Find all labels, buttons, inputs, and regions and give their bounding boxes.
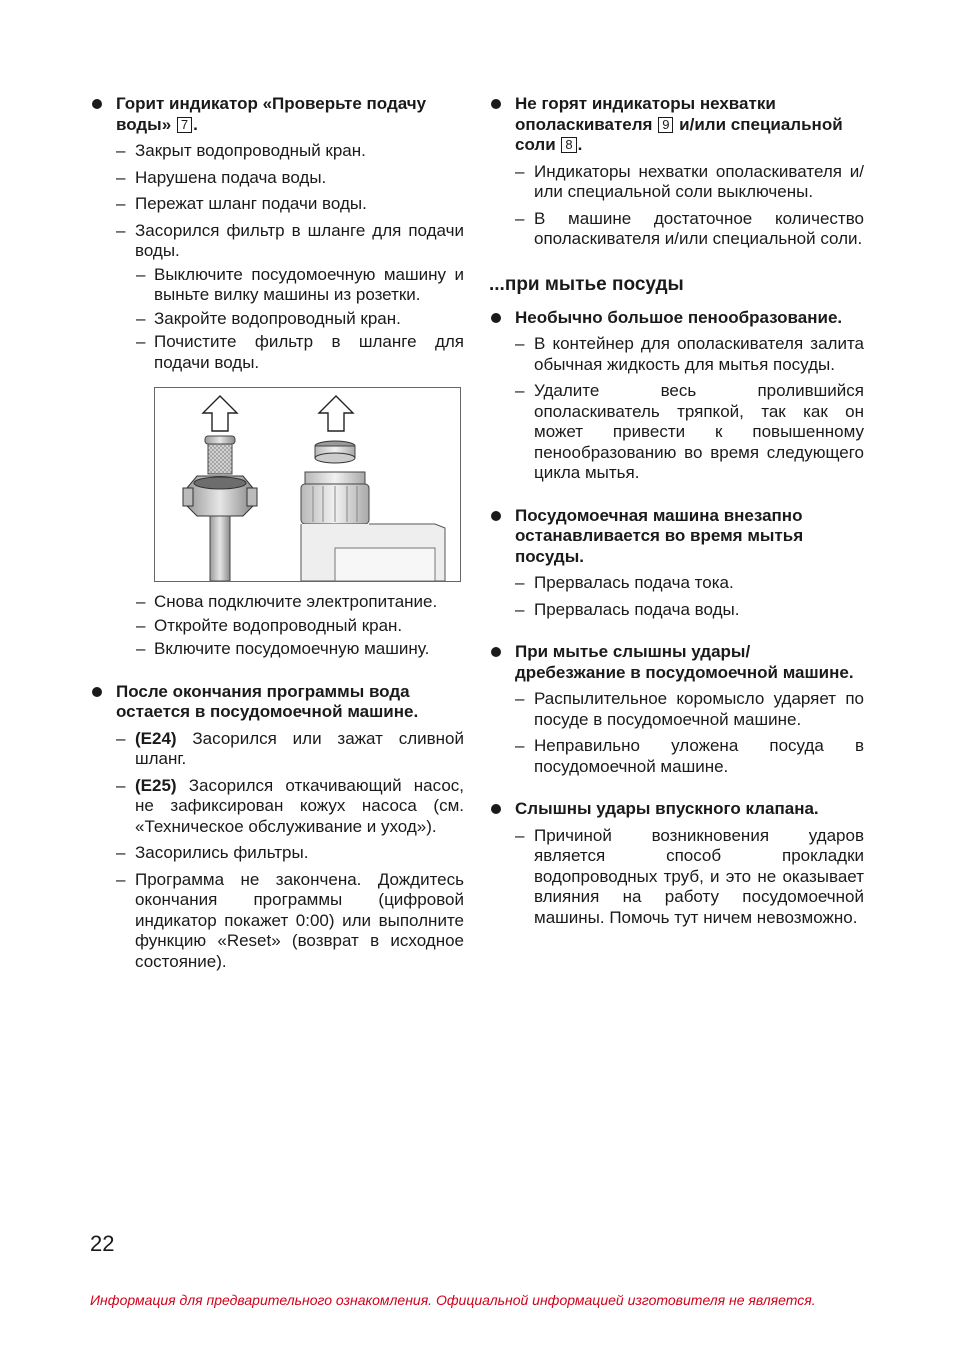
list-item: – В машине достаточное количество ополаскивателя и/или специальной соли. bbox=[489, 209, 864, 250]
list-item: – Удалите весь пролившийся ополаскиватель тряпкой, так как он может привести к повышенному пенообразованию во время следующего цикла мытья. bbox=[489, 381, 864, 484]
arrow-up-icon bbox=[319, 396, 353, 431]
list-item: – Индикаторы нехватки ополаскивателя и/или специальной соли выключены. bbox=[489, 162, 864, 203]
sub-list-item: – Закройте водопроводный кран. bbox=[90, 309, 464, 330]
list-item: – В контейнер для ополаскивателя залита обычная жидкость для мытья посуды. bbox=[489, 334, 864, 375]
error-code: (E25) bbox=[135, 775, 177, 795]
bullet-rinse-salt-indicators: Не горят индикаторы нехватки ополаскивателя 9 и/или специальной соли 8 . bbox=[489, 94, 864, 156]
bullet-foaming: Необычно большое пенообразование. bbox=[489, 308, 864, 329]
section-title: ...при мытье посуды bbox=[489, 273, 684, 295]
list-item: – (E25) Засорился откачивающий насос, не зафиксирован кожух насоса (см. «Техническое обслуживание и уход»). bbox=[90, 776, 464, 838]
list-item: – Нарушена подача воды. bbox=[90, 168, 464, 189]
page-number: 22 bbox=[90, 1231, 115, 1256]
list-item: – Прервалась подача тока. bbox=[489, 573, 864, 594]
indicator-number-box: 9 bbox=[658, 117, 673, 133]
sub-list-item: – Снова подключите электропитание. bbox=[90, 592, 464, 613]
right-column bbox=[489, 94, 864, 928]
left-column bbox=[90, 94, 464, 972]
list-item: – Распылительное коромысло ударяет по посуде в посудомоечной машине. bbox=[489, 689, 864, 730]
list-item: – (E24) Засорился или зажат сливной шланг. bbox=[90, 729, 464, 770]
indicator-number-box: 8 bbox=[561, 137, 576, 153]
bullet-inlet-valve-knocking: Слышны удары впускного клапана. bbox=[489, 799, 864, 820]
list-item: – Засорились фильтры. bbox=[90, 843, 464, 864]
indicator-number-box: 7 bbox=[177, 117, 192, 133]
sub-list-item: – Почистите фильтр в шланге для подачи воды. bbox=[90, 332, 464, 373]
bullet-knocking-noise: При мытье слышны удары/ дребезжание в посудомоечной машине. bbox=[489, 642, 864, 683]
error-code: (E24) bbox=[135, 728, 177, 748]
arrow-up-icon bbox=[203, 396, 237, 431]
list-item: – Программа не закончена. Дождитесь окончания программы (цифровой индикатор покажет 0:00) или выполните функцию «Reset» (возврат в исходное состояние). bbox=[90, 870, 464, 973]
list-item: – Пережат шланг подачи воды. bbox=[90, 194, 464, 215]
sub-list-item: – Откройте водопроводный кран. bbox=[90, 616, 464, 637]
list-item: – Засорился фильтр в шланге для подачи воды. bbox=[90, 221, 464, 262]
filter-removal-drawing bbox=[155, 388, 460, 581]
filter-illustration bbox=[154, 387, 461, 582]
bullet-machine-stops: Посудомоечная машина внезапно останавливается во время мытья посуды. bbox=[489, 506, 864, 568]
bullet-water-remains: После окончания программы вода остается в посудомоечной машине. bbox=[90, 682, 464, 723]
list-item: – Прервалась подача воды. bbox=[489, 600, 864, 621]
list-item: – Неправильно уложена посуда в посудомоечной машине. bbox=[489, 736, 864, 777]
list-item: – Закрыт водопроводный кран. bbox=[90, 141, 464, 162]
bullet-title: Горит индикатор «Проверьте подачу воды» bbox=[116, 94, 427, 134]
sub-list-item: – Включите посудомоечную машину. bbox=[90, 639, 464, 660]
bullet-water-supply-indicator: Горит индикатор «Проверьте подачу воды» 7 . bbox=[90, 94, 464, 135]
list-item: – Причиной возникновения ударов является способ прокладки водопроводных труб, и это не оказывает влияния на работу посудомоечной машины. Помочь тут ничем невозможно. bbox=[489, 826, 864, 929]
sub-list-item: – Выключите посудомоечную машину и выньте вилку машины из розетки. bbox=[90, 265, 464, 306]
disclaimer: Информация для предварительного ознакомления. Официальной информацией изготовителя не является. bbox=[90, 1292, 816, 1308]
